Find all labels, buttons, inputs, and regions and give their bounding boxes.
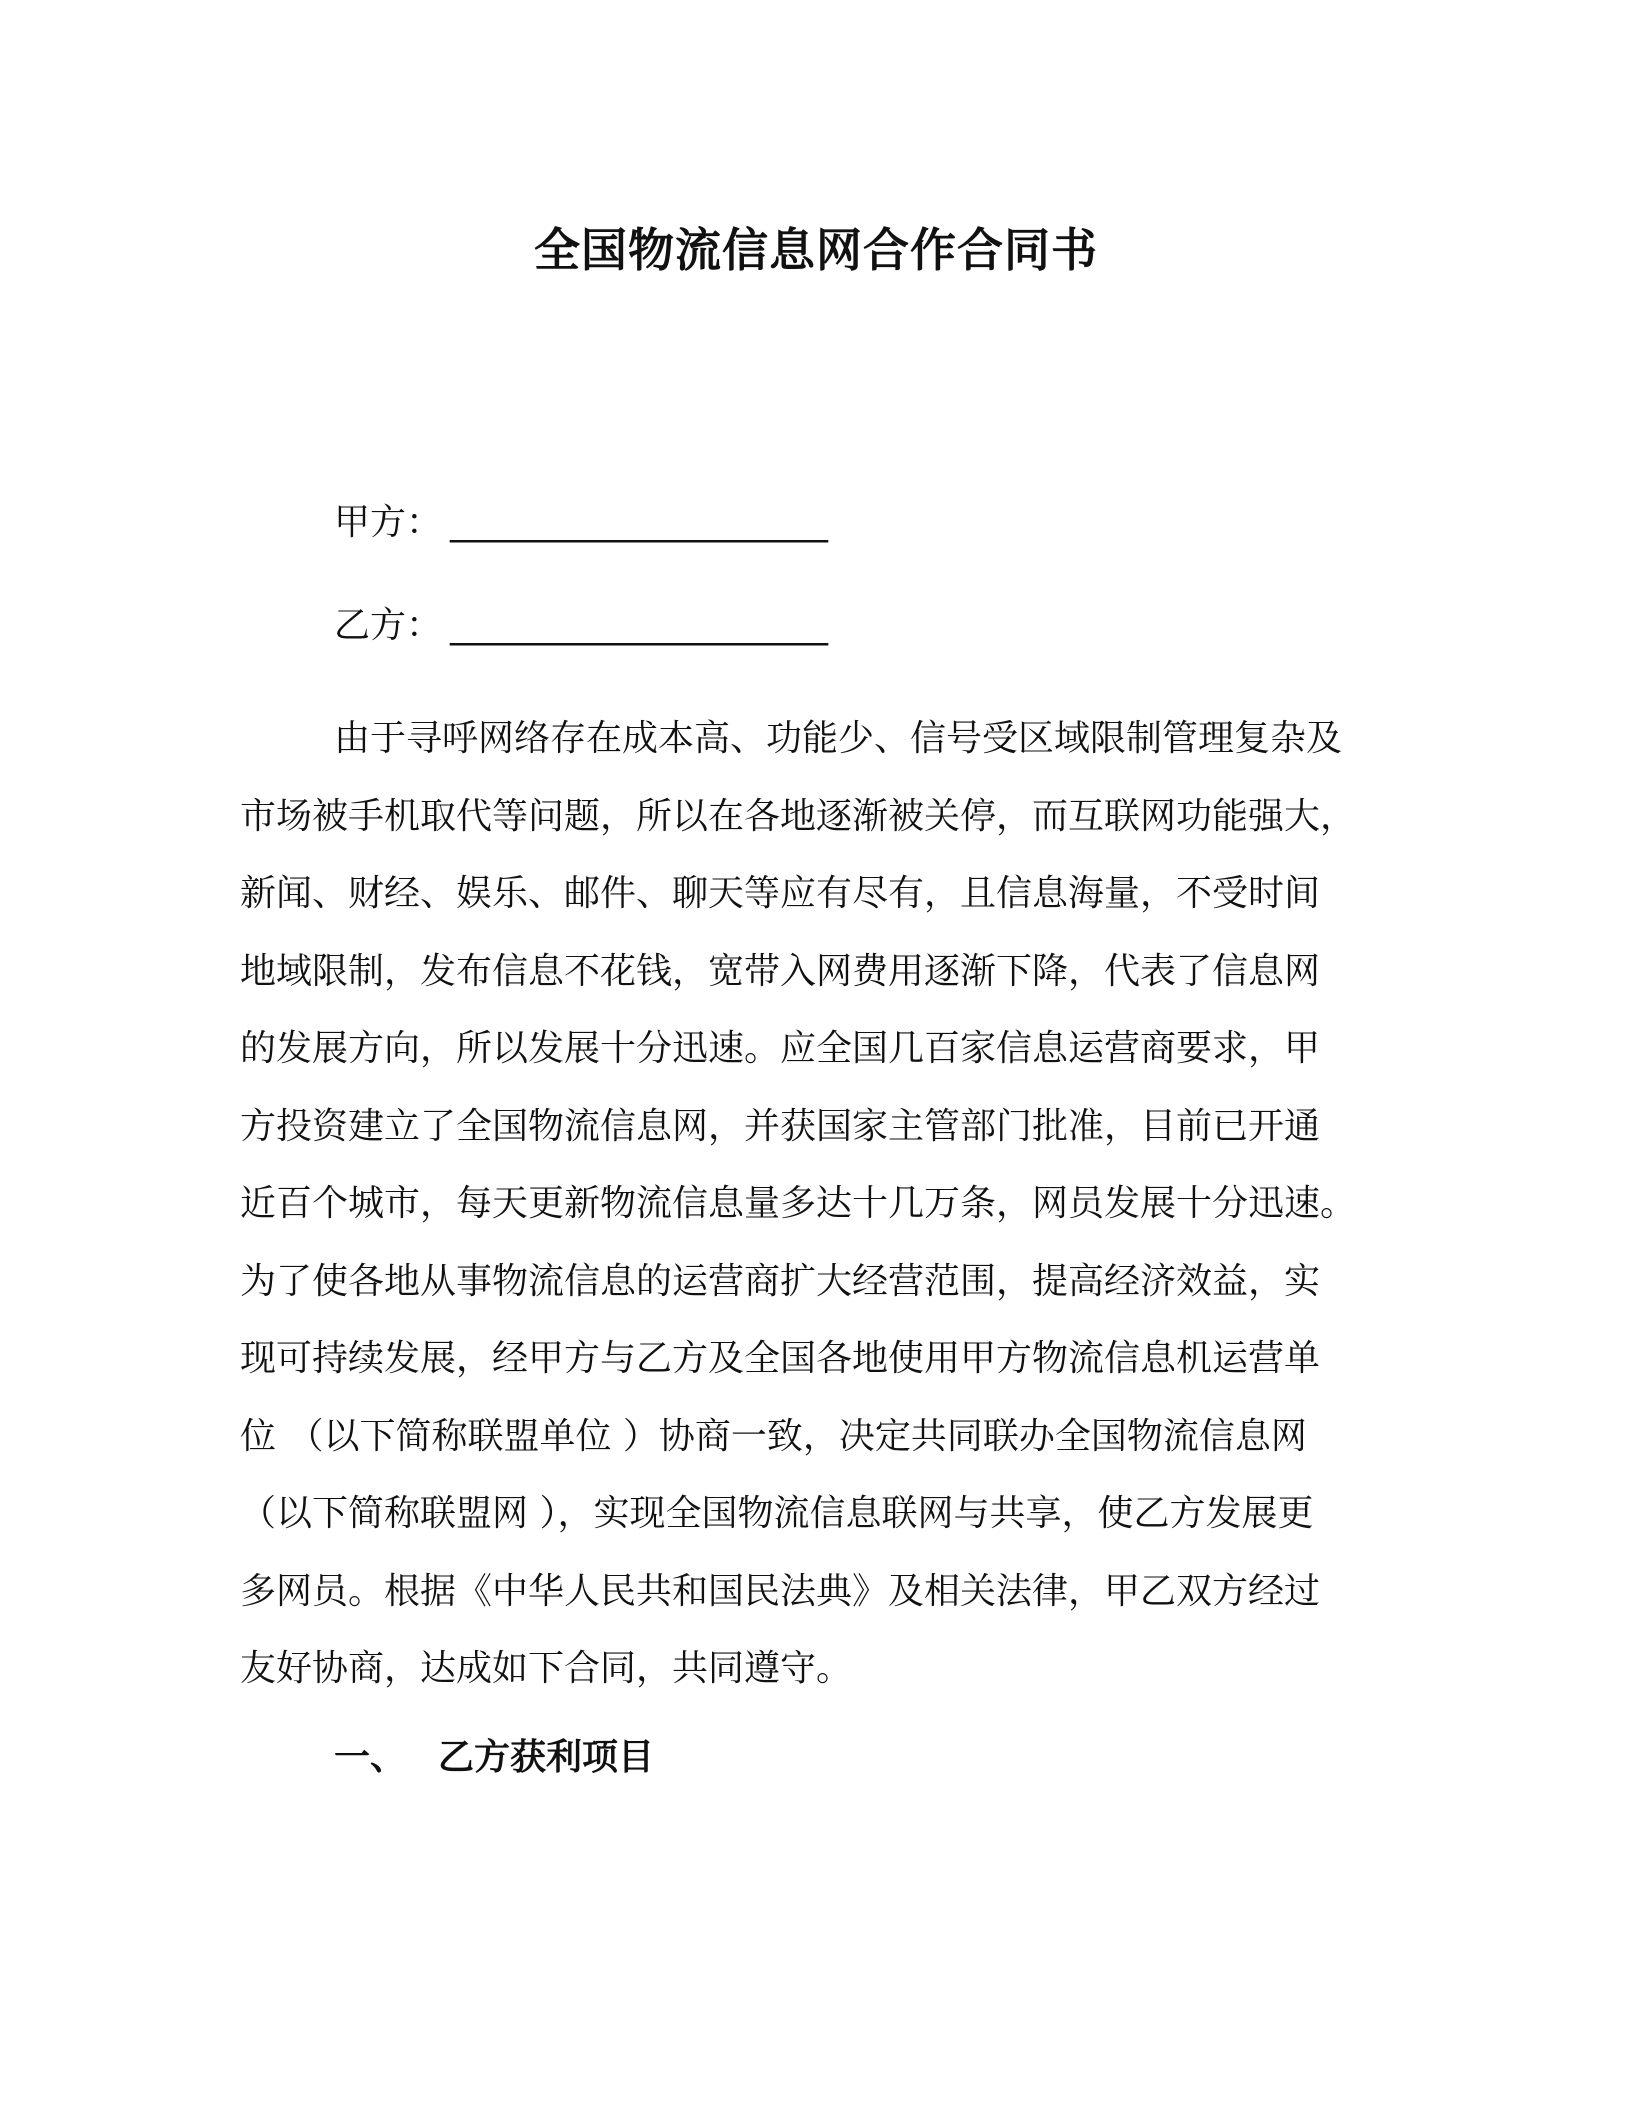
paragraph-line: 多网员。根据《中华人民共和国民法典》及相关法律，甲乙双方经过: [240, 1570, 1321, 1612]
paragraph-line: 近百个城市，每天更新物流信息量多达十几万条，网员发展十分迅速。: [240, 1183, 1357, 1224]
paragraph-line: 位 （以下简称联盟单位 ）协商一致，决定共同联办全国物流信息网: [240, 1415, 1307, 1457]
party-b-blank: _____________________: [450, 605, 829, 646]
party-a-line: [334, 495, 828, 551]
intro-paragraph: [240, 700, 1390, 1708]
paragraph-line: 为了使各地从事物流信息的运营商扩大经营范围，提高经济效益，实: [240, 1260, 1321, 1302]
paragraph-line: （以下简称联盟网 ），实现全国物流信息联网与共享，使乙方发展更: [240, 1493, 1314, 1534]
paragraph-line: 新闻、财经、娱乐、邮件、聊天等应有尽有，且信息海量，不受时间: [240, 873, 1321, 914]
section-number: 一、: [334, 1737, 407, 1778]
paragraph-line: 的发展方向，所以发展十分迅速。应全国几百家信息运营商要求，甲: [240, 1028, 1321, 1069]
paragraph-line: 地域限制，发布信息不花钱，宽带入网费用逐渐下降，代表了信息网: [240, 950, 1321, 992]
paragraph-line: 由于寻呼网络存在成本高、功能少、信号受区域限制管理复杂及: [334, 718, 1343, 759]
party-a-label: 甲方：: [334, 502, 443, 543]
party-a-blank: _____________________: [450, 502, 829, 543]
party-b-line: [334, 598, 828, 654]
paragraph-line: 友好协商，达成如下合同，共同遵守。: [240, 1648, 853, 1689]
paragraph-line: 现可持续发展，经甲方与乙方及全国各地使用甲方物流信息机运营单: [240, 1338, 1321, 1379]
party-b-label: 乙方：: [334, 605, 443, 646]
section-title: 乙方获利项目: [438, 1737, 655, 1778]
paragraph-line: 方投资建立了全国物流信息网，并获国家主管部门批准，目前已开通: [240, 1105, 1321, 1147]
section-heading: [334, 1730, 654, 1786]
document-title: 全国物流信息网合作合同书: [534, 223, 1098, 277]
paragraph-line: 市场被手机取代等问题，所以在各地逐渐被关停，而互联网功能强大，: [240, 795, 1357, 837]
